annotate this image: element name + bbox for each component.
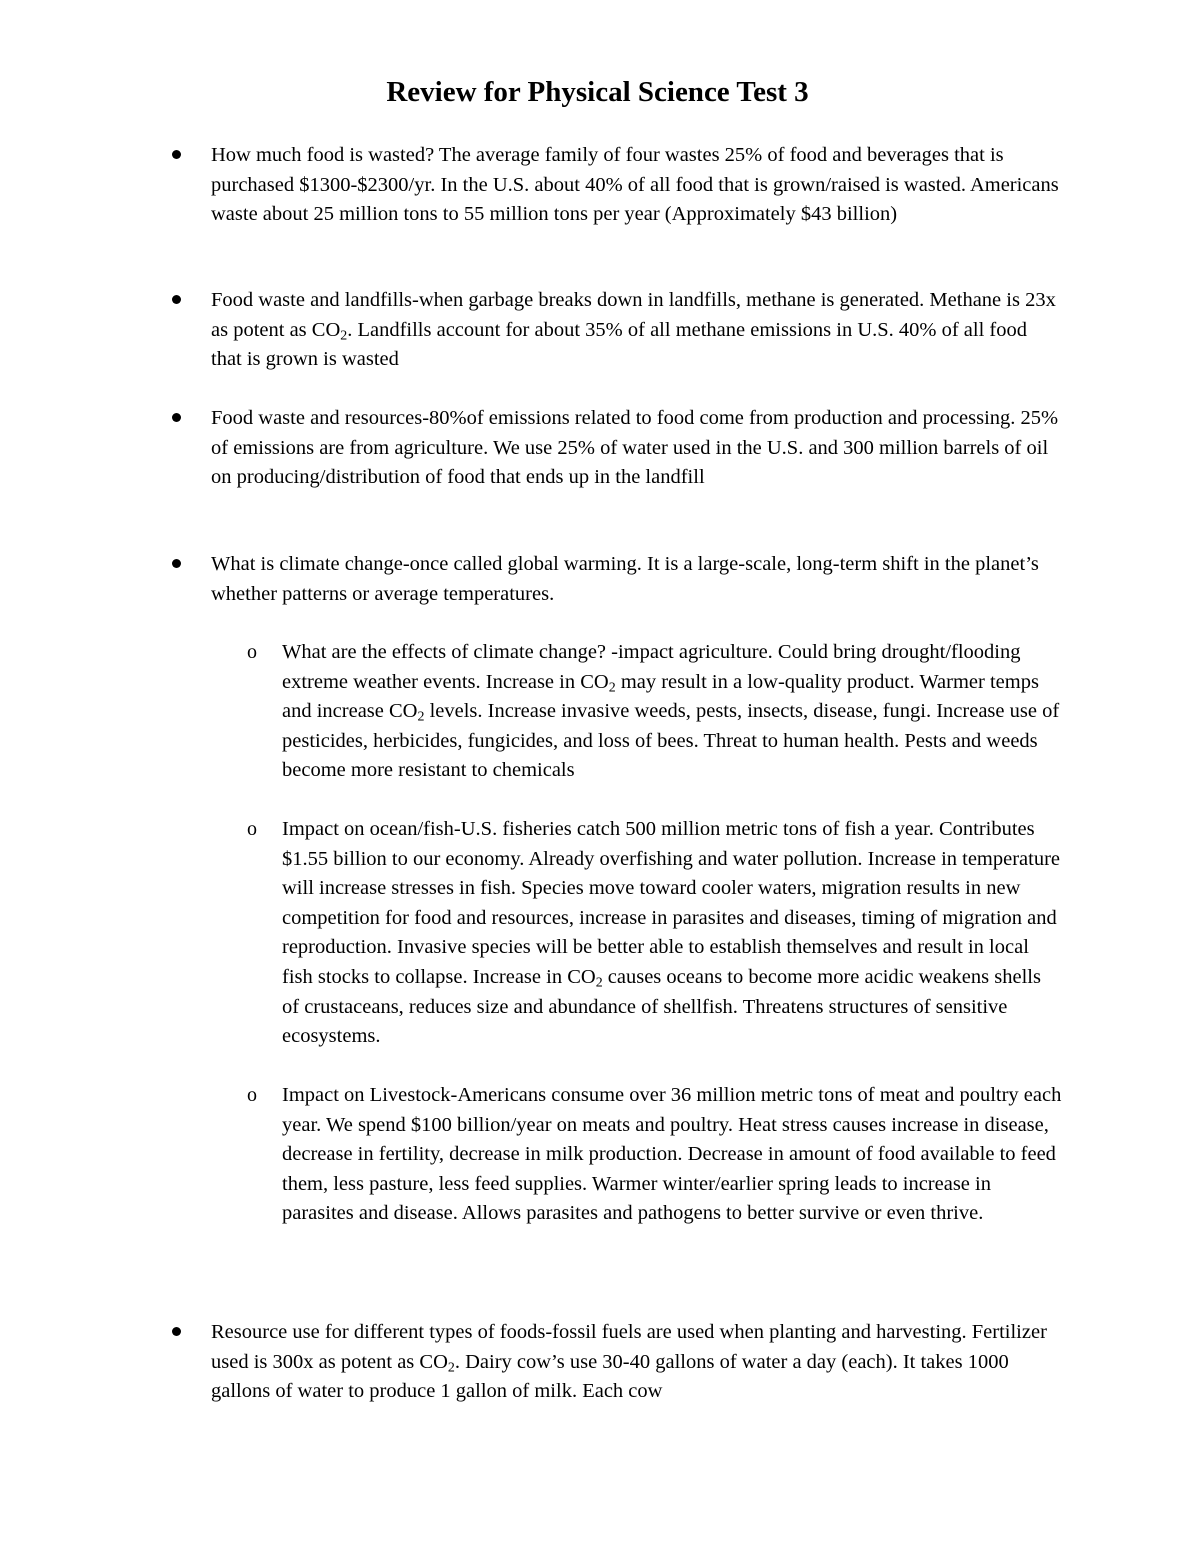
bullet-dot-icon: [172, 559, 181, 568]
sub-item-livestock: [247, 1081, 1062, 1229]
bullet-text-part: Food waste and landfills-when garbage breaks down in landfills, methane is generated. Methane is 23x as potent as CO: [211, 289, 1056, 341]
sub-item-text-part: Impact on ocean/fish-U.S. fisheries catch 500 million metric tons of fish a year. Contributes $1.55 billion to our economy. Already overfishing and water pollution. Increase in temperature will increase stresses in fish. Species move toward cooler waters, migration results in new competition for food and resources, increase in parasites and diseases, timing of migration and reproduction. Invasive species will be better able to establish themselves and result in local fish stocks to collapse. Increase in CO: [282, 818, 1061, 988]
circle-marker-icon: o: [247, 1084, 257, 1106]
bullet-item-resources: [211, 404, 1061, 493]
bullet-item-food-wasted: [211, 141, 1061, 230]
bullet-dot-icon: [172, 413, 181, 422]
bullet-text: [211, 1321, 1047, 1402]
circle-marker-icon: o: [247, 641, 257, 663]
bullet-item-climate-change: [211, 550, 1061, 609]
sub-item-text: Impact on Livestock-Americans consume over 36 million metric tons of meat and poultry each year. We spend $100 billion/year on meats and poultry. Heat stress causes increase in disease, decrease in fertility, decrease in milk production. Decrease in amount of food available to feed them, less pasture, less feed supplies. Warmer winter/earlier spring leads to increase in parasites and disease. Allows parasites and pathogens to better survive or even thrive.: [282, 1084, 1062, 1225]
subscript: 2: [340, 328, 348, 344]
subscript: 2: [608, 680, 616, 696]
bullet-text-part: Resource use for different types of foods-fossil fuels are used when planting and harvesting. Fertilizer used is 300x as potent as CO: [211, 1321, 1047, 1373]
subscript: 2: [417, 709, 425, 725]
bullet-dot-icon: [172, 1327, 181, 1336]
circle-marker-icon: o: [247, 818, 257, 840]
sub-item-text-part: causes oceans to become more acidic weakens shells of crustaceans, reduces size and abundance of shellfish. Threatens structures of sensitive ecosystems.: [282, 965, 1041, 1048]
document-title: Review for Physical Science Test 3: [386, 76, 809, 108]
sub-item-text: [282, 641, 1059, 781]
bullet-text: How much food is wasted? The average family of four wastes 25% of food and beverages that is purchased $1300-$2300/yr. In the U.S. about 40% of all food that is grown/raised is wasted. Americans waste about 25 million tons to 55 million tons per year (Approximately $43 billion): [211, 144, 1059, 226]
bullet-text: Food waste and resources-80%of emissions related to food come from production and processing. 25% of emissions are from agriculture. We use 25% of water used in the U.S. and 300 million barrels of oil on producing/distribution of food that ends up in the landfill: [211, 407, 1059, 489]
bullet-item-resource-use: [211, 1318, 1061, 1407]
sub-item-text: [282, 818, 1060, 1047]
bullet-dot-icon: [172, 295, 181, 304]
sub-item-text-part: may result in a low-quality product. Warmer temps and increase CO: [282, 670, 1039, 723]
bullet-item-landfills: [211, 286, 1061, 375]
bullet-text: What is climate change-once called global warming. It is a large-scale, long-term shift in the planet’s whether patterns or average temperatures.: [211, 553, 1039, 605]
bullet-dot-icon: [172, 150, 181, 159]
bullet-text-part: . Landfills account for about 35% of all methane emissions in U.S. 40% of all food that is grown is wasted: [211, 318, 1027, 371]
sub-item-ocean-fish: [247, 815, 1062, 1052]
sub-item-effects: [247, 638, 1062, 786]
subscript: 2: [595, 975, 603, 991]
bullet-text-part: . Dairy cow’s use 30-40 gallons of water a day (each). It takes 1000 gallons of water to produce 1 gallon of milk. Each cow: [211, 1350, 1009, 1403]
subscript: 2: [447, 1360, 455, 1376]
sub-item-text-part: What are the effects of climate change? -impact agriculture. Could bring drought/flooding extreme weather events. Increase in CO: [282, 641, 1021, 693]
bullet-text: [211, 289, 1056, 370]
sub-item-text-part: levels. Increase invasive weeds, pests, insects, disease, fungi. Increase use of pesticides, herbicides, fungicides, and loss of bees. Threat to human health. Pests and weeds become more resistant to chemicals: [282, 700, 1060, 782]
